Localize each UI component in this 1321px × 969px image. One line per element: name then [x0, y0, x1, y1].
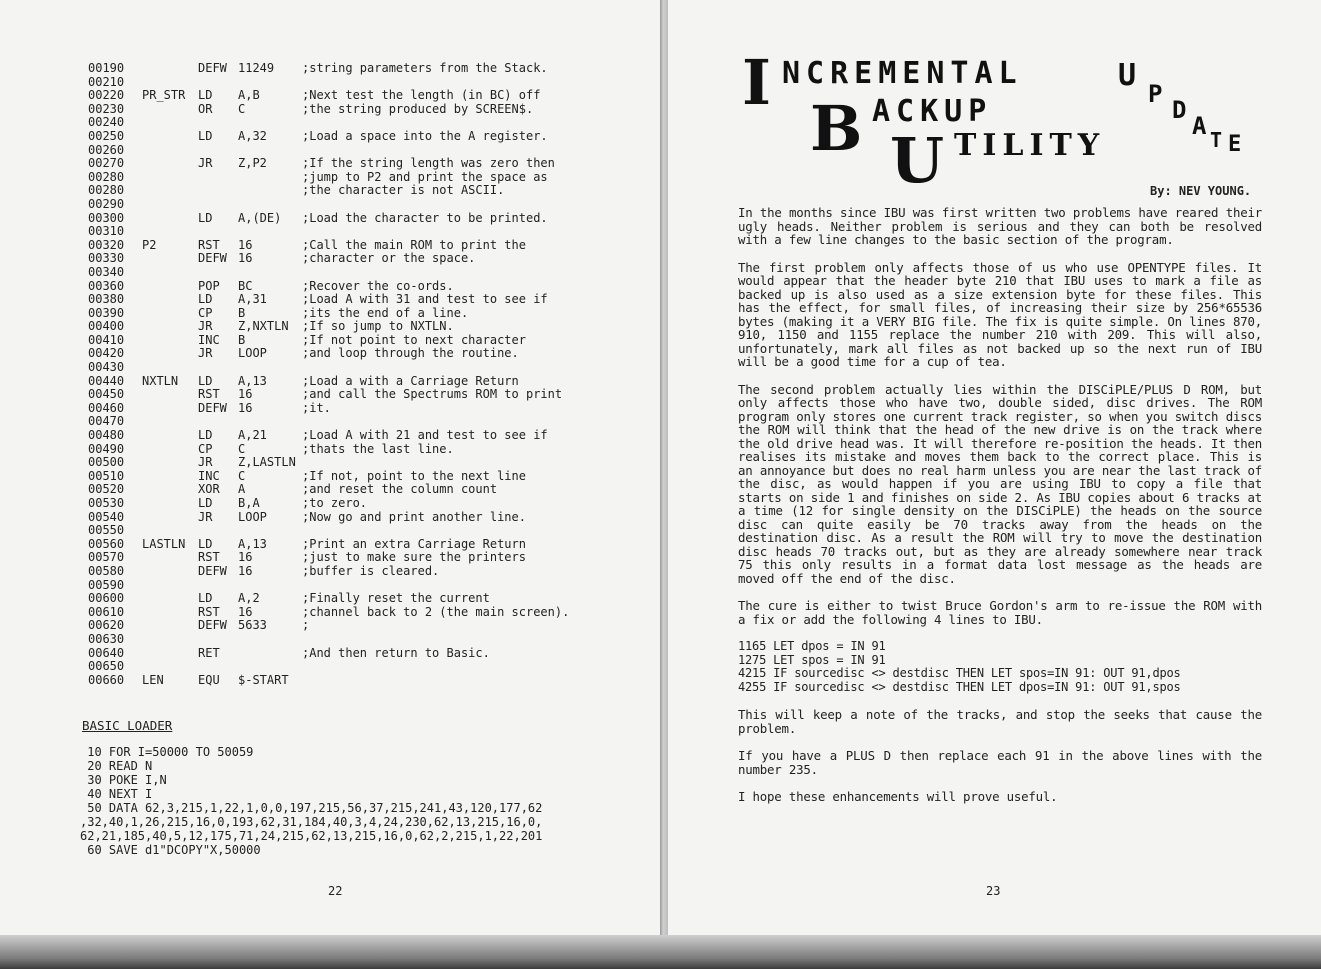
listing-row [88, 551, 648, 565]
listing-opcode: DEFW [198, 563, 227, 578]
listing-opcode: DEFW [198, 251, 227, 266]
title-update-p: P [1148, 80, 1169, 108]
listing-comment: ;Next test the length (in BC) off [302, 88, 541, 103]
listing-row [88, 130, 648, 144]
listing-operand: A,31 [238, 292, 267, 307]
listing-opcode: RST [198, 604, 220, 619]
listing-line-number: 00570 [88, 550, 125, 565]
listing-comment: ;and reset the column count [302, 482, 498, 497]
listing-opcode: CP [198, 305, 213, 320]
listing-row [88, 633, 648, 647]
listing-opcode: LD [198, 496, 213, 510]
listing-operand: B [238, 332, 246, 347]
basic-line: ,32,40,1,26,215,16,0,193,62,31,184,40,3,4,24,230,62,13,215,16,0, [80, 815, 543, 829]
listing-comment: ;thats the last line. [302, 441, 454, 456]
listing-operand: B,A [238, 496, 260, 510]
listing-label: PR_STR [142, 88, 186, 103]
listing-row [88, 171, 648, 185]
listing-line-number: 00650 [88, 659, 125, 674]
listing-opcode: CP [198, 441, 213, 456]
listing-row [88, 252, 648, 266]
listing-comment: ;And then return to Basic. [302, 645, 490, 660]
listing-row [88, 429, 648, 443]
listing-line-number: 00520 [88, 482, 125, 497]
basic-line: 50 DATA 62,3,215,1,22,1,0,0,197,215,56,37,215,241,43,120,177,62 [80, 801, 543, 815]
listing-operand: 16 [238, 237, 253, 252]
listing-opcode: JR [198, 455, 213, 470]
listing-row [88, 592, 648, 606]
basic-code-lines [738, 640, 1262, 694]
listing-line-number: 00430 [88, 360, 125, 375]
listing-row [88, 307, 648, 321]
listing-comment: ;channel back to 2 (the main screen). [302, 604, 570, 619]
listing-row [88, 62, 648, 76]
listing-comment: ;Load the character to be printed. [302, 210, 548, 225]
code-line: 4255 IF sourcedisc <> destdisc THEN LET dpos=IN 91: OUT 91,spos [738, 679, 1181, 694]
title-update-t: T [1210, 128, 1229, 152]
listing-operand: C [238, 101, 246, 116]
listing-line-number: 00210 [88, 74, 125, 89]
basic-loader-heading: BASIC LOADER [82, 718, 173, 733]
listing-line-number: 00220 [88, 88, 125, 103]
title-cap-u: U [890, 124, 945, 197]
basic-line: 62,21,185,40,5,12,175,71,24,215,62,13,215,16,0,62,2,215,1,22,201 [80, 829, 543, 843]
listing-opcode: JR [198, 509, 213, 524]
scan-bottom-edge [0, 935, 1321, 969]
listing-label: P2 [142, 237, 157, 252]
listing-opcode: OR [198, 101, 213, 116]
listing-line-number: 00500 [88, 455, 125, 470]
paragraph: The cure is either to twist Bruce Gordon's arm to re-issue the ROM with a fix or add the following 4 lines to IBU. [738, 598, 1262, 627]
listing-opcode: LD [198, 128, 213, 143]
assembly-listing [88, 62, 648, 687]
listing-line-number: 00310 [88, 224, 125, 239]
listing-opcode: RST [198, 237, 220, 252]
listing-operand: A,13 [238, 373, 267, 388]
title-update-u: U [1118, 58, 1143, 93]
listing-line-number: 00640 [88, 645, 125, 660]
listing-line-number: 00280 [88, 183, 125, 198]
listing-row [88, 619, 648, 633]
listing-line-number: 00190 [88, 61, 125, 75]
listing-operand: Z,P2 [238, 156, 267, 171]
listing-operand: BC [238, 278, 253, 293]
listing-operand: A,32 [238, 128, 267, 143]
listing-line-number: 00390 [88, 305, 125, 320]
byline: By: NEV YOUNG. [1150, 184, 1252, 198]
listing-comment: ;Print an extra Carriage Return [302, 536, 526, 551]
listing-comment: ;and loop through the routine. [302, 346, 519, 361]
listing-comment: ;to zero. [302, 496, 368, 510]
listing-opcode: LD [198, 210, 213, 225]
listing-comment: ;it. [302, 400, 331, 415]
code-line: 1275 LET spos = IN 91 [738, 652, 886, 667]
listing-opcode: LD [198, 536, 213, 551]
listing-line-number: 00320 [88, 237, 125, 252]
listing-line-number: 00290 [88, 196, 125, 211]
listing-operand: 16 [238, 604, 253, 619]
listing-comment: ;character or the space. [302, 251, 476, 266]
listing-line-number: 00250 [88, 128, 125, 143]
listing-line-number: 00410 [88, 332, 125, 347]
listing-operand: 5633 [238, 618, 267, 633]
listing-comment: ;just to make sure the printers [302, 550, 526, 565]
listing-row [88, 647, 648, 661]
listing-row [88, 212, 648, 226]
listing-row [88, 76, 648, 90]
paragraph: If you have a PLUS D then replace each 91 in the above lines with the number 235. [738, 748, 1262, 777]
listing-comment: ;Call the main ROM to print the [302, 237, 526, 252]
listing-operand: 16 [238, 563, 253, 578]
listing-operand: $-START [238, 672, 289, 687]
listing-line-number: 00620 [88, 618, 125, 633]
listing-opcode: RET [198, 645, 220, 660]
listing-row [88, 103, 648, 117]
listing-row [88, 497, 648, 511]
listing-row [88, 402, 648, 416]
listing-line-number: 00630 [88, 631, 125, 646]
listing-operand: A,2 [238, 591, 260, 606]
listing-row [88, 443, 648, 457]
listing-comment: ;Load A with 31 and test to see if [302, 292, 548, 307]
basic-line: 20 READ N [80, 759, 153, 773]
listing-row [88, 144, 648, 158]
listing-opcode: JR [198, 346, 213, 361]
listing-opcode: LD [198, 591, 213, 606]
listing-row [88, 280, 648, 294]
listing-opcode: LD [198, 292, 213, 307]
listing-line-number: 00580 [88, 563, 125, 578]
listing-row [88, 375, 648, 389]
paragraph: I hope these enhancements will prove useful. [738, 789, 1058, 804]
listing-row [88, 89, 648, 103]
listing-opcode: DEFW [198, 618, 227, 633]
listing-opcode: LD [198, 428, 213, 443]
basic-loader-listing [80, 745, 640, 857]
listing-comment: ;Load a with a Carriage Return [302, 373, 519, 388]
listing-row [88, 239, 648, 253]
listing-comment: ;Now go and print another line. [302, 509, 526, 524]
listing-row [88, 361, 648, 375]
basic-line: 30 POKE I,N [80, 773, 167, 787]
listing-line-number: 00610 [88, 604, 125, 619]
listing-comment: ;If not point to next character [302, 332, 526, 347]
listing-label: LASTLN [142, 536, 186, 551]
listing-operand: LOOP [238, 509, 267, 524]
listing-comment: ;If so jump to NXTLN. [302, 319, 454, 334]
code-line: 4215 IF sourcedisc <> destdisc THEN LET spos=IN 91: OUT 91,dpos [738, 666, 1181, 680]
listing-row [88, 157, 648, 171]
listing-line-number: 00440 [88, 373, 125, 388]
listing-row [88, 483, 648, 497]
listing-line-number: 00360 [88, 278, 125, 293]
listing-operand: 11249 [238, 61, 275, 75]
listing-line-number: 00470 [88, 414, 125, 429]
listing-line-number: 00590 [88, 577, 125, 592]
listing-opcode: INC [198, 332, 220, 347]
listing-opcode: INC [198, 468, 220, 483]
listing-operand: Z,LASTLN [238, 455, 296, 470]
title-update-e: E [1228, 132, 1248, 157]
listing-row [88, 660, 648, 674]
listing-operand: A,21 [238, 428, 267, 443]
paragraph: The second problem actually lies within the DISCiPLE/PLUS D ROM, but only affects those who have two, double sided, disc drives. The ROM program only stores one current track register, so when you switch discs the ROM will think that the head of the new drive is on the track where the old drive head was. It will therefore re-position the heads. It then realises its mistake and moves them back to the correct place. This is an annoyance but does no real harm unless you are near the last track of the disc, as would happen if you are using IBU to copy a file that starts on side 1 and finishes on side 2. As IBU copies about 6 tracks at a time (12 for single density on the DISCiPLE) the heads on the source disc can quite easily be 70 tracks away from the heads on the destination disc. As a result the ROM will try to move the destination disc heads 70 tracks out, but as they are already somewhere near track 75 this only results in a format data lost message as the heads are moved off the end of the disc. [738, 381, 1262, 586]
listing-line-number: 00560 [88, 536, 125, 551]
listing-operand: 16 [238, 550, 253, 565]
listing-operand: LOOP [238, 346, 267, 361]
listing-row [88, 266, 648, 280]
listing-row [88, 225, 648, 239]
listing-label: LEN [142, 672, 164, 687]
listing-row [88, 538, 648, 552]
title-word-backup: ACKUP [872, 94, 993, 129]
listing-line-number: 00280 [88, 169, 125, 184]
listing-comment: ;the string produced by SCREEN$. [302, 101, 534, 116]
listing-line-number: 00530 [88, 496, 125, 510]
listing-operand: 16 [238, 251, 253, 266]
listing-line-number: 00380 [88, 292, 125, 307]
listing-line-number: 00600 [88, 591, 125, 606]
listing-operand: A,(DE) [238, 210, 282, 225]
listing-row [88, 198, 648, 212]
listing-line-number: 00510 [88, 468, 125, 483]
listing-line-number: 00660 [88, 672, 125, 687]
article-body [738, 206, 1262, 818]
listing-row [88, 511, 648, 525]
paragraph: The first problem only affects those of us who use OPENTYPE files. It would appear that the header byte 210 that IBU uses to mark a file as backed up is also used as a size extension byte for these files. This has the effect, for small files, of increasing their size by 256*65536 bytes (making it a VERY BIG file. The fix is quite simple. On lines 870, 910, 1150 and 1155 replace the number 210 with 209. This will also, unfortunately, mark all files as not backed up so the next run of IBU will be a good time for a cup of tea. [738, 259, 1262, 369]
code-line: 1165 LET dpos = IN 91 [738, 639, 886, 653]
listing-line-number: 00240 [88, 115, 125, 130]
listing-comment: ;Recover the co-ords. [302, 278, 454, 293]
listing-line-number: 00550 [88, 523, 125, 538]
title-cap-b: B [810, 92, 863, 165]
listing-operand: Z,NXTLN [238, 319, 289, 334]
listing-row [88, 524, 648, 538]
listing-line-number: 00420 [88, 346, 125, 361]
listing-row [88, 674, 648, 688]
page-number-right: 23 [986, 884, 1001, 898]
listing-row [88, 293, 648, 307]
listing-comment: ;jump to P2 and print the space as [302, 169, 548, 184]
listing-row [88, 579, 648, 593]
listing-row [88, 320, 648, 334]
listing-row [88, 347, 648, 361]
listing-row [88, 606, 648, 620]
listing-comment: ;Finally reset the current [302, 591, 490, 606]
listing-comment: ;buffer is cleared. [302, 563, 440, 578]
listing-opcode: POP [198, 278, 220, 293]
page-number-left: 22 [328, 884, 343, 898]
listing-comment: ;Load A with 21 and test to see if [302, 428, 548, 443]
listing-opcode: DEFW [198, 61, 227, 75]
listing-comment: ;its the end of a line. [302, 305, 469, 320]
listing-opcode: JR [198, 156, 213, 171]
listing-opcode: LD [198, 373, 213, 388]
listing-line-number: 00480 [88, 428, 125, 443]
listing-operand: C [238, 468, 246, 483]
listing-row [88, 565, 648, 579]
book-spine [660, 0, 668, 969]
listing-comment: ;and call the Spectrums ROM to print [302, 387, 563, 402]
listing-opcode: XOR [198, 482, 220, 497]
listing-operand: 16 [238, 400, 253, 415]
basic-line: 40 NEXT I [80, 787, 153, 801]
basic-line: 60 SAVE d1"DCOPY"X,50000 [80, 843, 261, 857]
title-word-incremental: NCREMENTAL [782, 56, 1023, 91]
listing-operand: 16 [238, 387, 253, 402]
listing-row [88, 388, 648, 402]
listing-line-number: 00270 [88, 156, 125, 171]
listing-opcode: EQU [198, 672, 220, 687]
listing-opcode: RST [198, 387, 220, 402]
listing-line-number: 00540 [88, 509, 125, 524]
listing-line-number: 00450 [88, 387, 125, 402]
listing-operand: A [238, 482, 246, 497]
listing-comment: ;Load a space into the A register. [302, 128, 548, 143]
listing-comment: ;the character is not ASCII. [302, 183, 505, 198]
listing-opcode: RST [198, 550, 220, 565]
listing-opcode: DEFW [198, 400, 227, 415]
paragraph: In the months since IBU was first written two problems have reared their ugly heads. Neither problem is serious and they can both be resolved with a few line changes to the basic section of the program. [738, 205, 1262, 247]
title-word-utility: TILITY [954, 128, 1106, 163]
listing-row [88, 456, 648, 470]
listing-line-number: 00340 [88, 264, 125, 279]
listing-line-number: 00300 [88, 210, 125, 225]
listing-line-number: 00460 [88, 400, 125, 415]
basic-line: 10 FOR I=50000 TO 50059 [80, 745, 254, 759]
listing-comment: ;If the string length was zero then [302, 156, 555, 171]
listing-row [88, 470, 648, 484]
title-update-a: A [1192, 112, 1213, 140]
listing-row [88, 116, 648, 130]
listing-operand: C [238, 441, 246, 456]
listing-row [88, 334, 648, 348]
listing-comment: ;If not, point to the next line [302, 468, 526, 483]
listing-operand: B [238, 305, 246, 320]
listing-label: NXTLN [142, 373, 179, 388]
title-update-d: D [1172, 96, 1193, 124]
listing-line-number: 00230 [88, 101, 125, 116]
title-cap-i: I [742, 46, 772, 119]
listing-line-number: 00260 [88, 142, 125, 157]
listing-line-number: 00490 [88, 441, 125, 456]
listing-opcode: LD [198, 88, 213, 103]
listing-row [88, 184, 648, 198]
listing-operand: A,B [238, 88, 260, 103]
listing-opcode: JR [198, 319, 213, 334]
listing-comment: ;string parameters from the Stack. [302, 61, 548, 75]
listing-line-number: 00330 [88, 251, 125, 266]
paragraph: This will keep a note of the tracks, and stop the seeks that cause the problem. [738, 707, 1262, 736]
listing-row [88, 415, 648, 429]
listing-operand: A,13 [238, 536, 267, 551]
listing-line-number: 00400 [88, 319, 125, 334]
listing-comment: ; [302, 618, 310, 633]
